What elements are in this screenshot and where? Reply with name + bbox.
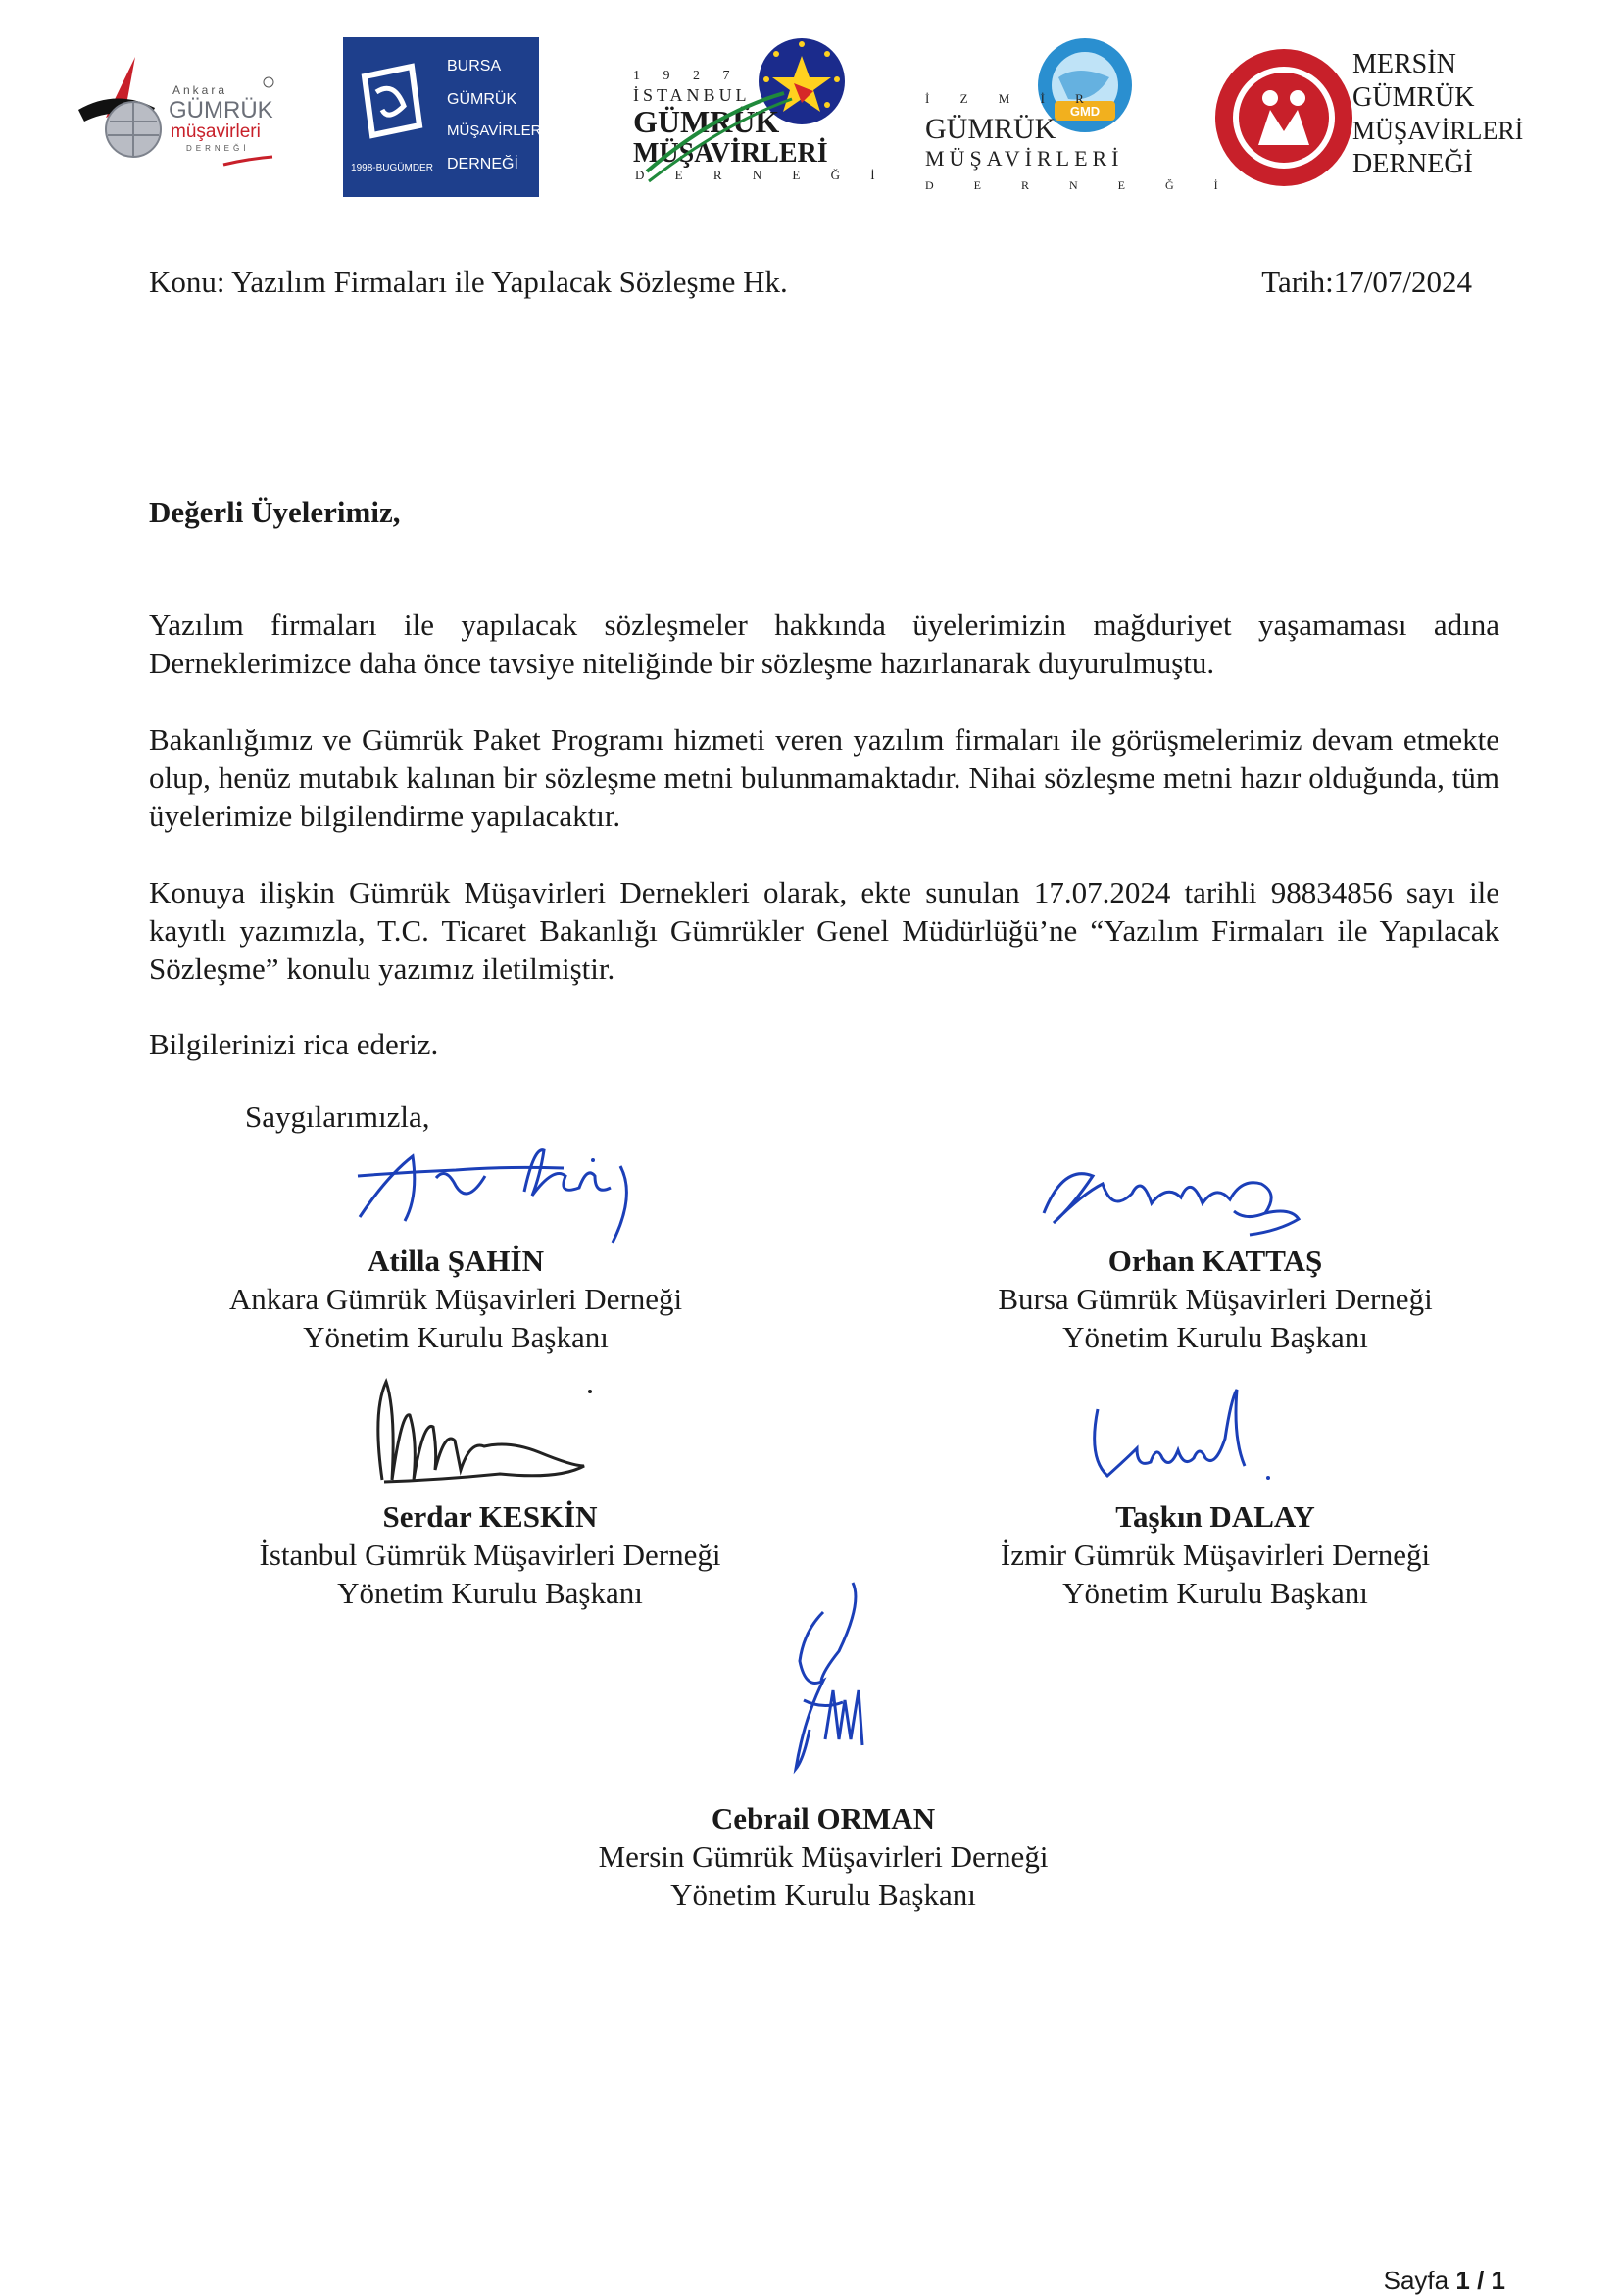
signatory-org: Ankara Gümrük Müşavirleri Derneği <box>228 1282 683 1316</box>
signatory-name: Cebrail ORMAN <box>711 1801 936 1835</box>
signatory-title: Yönetim Kurulu Başkanı <box>1062 1320 1368 1354</box>
signature-serdar-keskin <box>363 1372 598 1494</box>
signature-orhan-kattas <box>1034 1154 1318 1243</box>
izmir-logo-line: MÜŞAVİRLERİ <box>925 146 1124 171</box>
letter-salutation: Değerli Üyelerimiz, <box>149 495 401 529</box>
signatory-org: Mersin Gümrük Müşavirleri Derneği <box>598 1839 1049 1874</box>
signatory-name: Atilla ŞAHİN <box>368 1244 544 1278</box>
page-number-total: 1 <box>1491 2266 1505 2295</box>
page-number-separator: / <box>1477 2266 1485 2295</box>
signature-atilla-sahin <box>348 1137 652 1254</box>
signatory-block <box>946 1497 1485 1612</box>
izmir-logo-line: GÜMRÜK <box>925 113 1056 145</box>
istanbul-logo-line: 1 9 2 7 <box>633 69 740 83</box>
mersin-logo-line: GÜMRÜK <box>1352 82 1475 113</box>
page-number-label: Sayfa <box>1383 2266 1449 2295</box>
bursa-logo-founded: 1998-BUGÜMDER <box>351 163 433 173</box>
mersin-association-logo <box>1215 37 1524 199</box>
signatory-org: İstanbul Gümrük Müşavirleri Derneği <box>259 1538 721 1572</box>
signatory-block <box>186 1242 725 1356</box>
letter-paragraph: Bilgilerinizi rica ederiz. <box>149 1027 439 1061</box>
letter-closing: Saygılarımızla, <box>245 1099 430 1134</box>
bursa-logo-line: BURSA <box>447 58 502 74</box>
bursa-logo-line: MÜŞAVİRLERİ <box>447 122 546 139</box>
signatory-title: Yönetim Kurulu Başkanı <box>337 1576 643 1610</box>
signature-cebrail-orman <box>745 1573 902 1798</box>
istanbul-logo-line: D E R N E Ğ İ <box>635 168 889 182</box>
signatory-title: Yönetim Kurulu Başkanı <box>303 1320 609 1354</box>
mersin-logo-line: MERSİN <box>1352 49 1456 79</box>
signatory-name: Orhan KATTAŞ <box>1107 1244 1323 1278</box>
signatory-name: Taşkın DALAY <box>1115 1499 1315 1534</box>
signatory-org: Bursa Gümrük Müşavirleri Derneği <box>998 1282 1433 1316</box>
letter-paragraph: Bakanlığımız ve Gümrük Paket Programı hizmeti veren yazılım firmaları ile görüşmelerimiz devam etmekte olup, henüz mutabık kalınan bir sözleşme metni bulunmamaktadır. Nihai sözleşme metni hazır olduğunda, tüm üyelerimize bilgilendirme yapılacaktır. <box>149 722 1499 833</box>
page-number <box>1384 2266 1505 2296</box>
ankara-logo-line: GÜMRÜK <box>169 97 273 123</box>
page-number-current: 1 <box>1455 2266 1470 2295</box>
signatory-name: Serdar KESKİN <box>382 1499 598 1534</box>
izmir-logo-line: İ Z M İ R <box>925 91 1098 106</box>
ankara-logo-line: Ankara <box>172 83 228 97</box>
istanbul-association-logo <box>627 34 889 186</box>
signatory-block <box>216 1497 764 1612</box>
letter-date: Tarih:17/07/2024 <box>1261 265 1472 299</box>
mersin-logo-line: DERNEĞİ <box>1352 149 1473 179</box>
istanbul-logo-line: GÜMRÜK <box>633 104 780 139</box>
signatory-title: Yönetim Kurulu Başkanı <box>670 1878 976 1912</box>
letter-subject: Konu: Yazılım Firmaları ile Yapılacak Sözleşme Hk. <box>149 265 788 299</box>
signature-taskin-dalay <box>1068 1380 1284 1497</box>
signatory-org: İzmir Gümrük Müşavirleri Derneği <box>1000 1538 1431 1572</box>
bursa-association-logo <box>343 37 546 197</box>
signatory-block <box>946 1242 1485 1356</box>
bursa-logo-line: GÜMRÜK <box>447 91 517 108</box>
letter-paragraph: Yazılım firmaları ile yapılacak sözleşmeler hakkında üyelerimizin mağduriyet yaşamaması adına Derneklerimizce daha önce tavsiye niteliğinde bir sözleşme hazırlanarak duyurulmuştu. <box>149 608 1499 680</box>
signatory-block <box>549 1799 1098 1914</box>
bursa-logo-line: DERNEĞİ <box>447 156 518 172</box>
istanbul-logo-line: İSTANBUL <box>633 85 751 105</box>
izmir-association-logo <box>921 34 1237 196</box>
letter-paragraph: Konuya ilişkin Gümrük Müşavirleri Dernekleri olarak, ekte sunulan 17.07.2024 tarihli 98834856 sayı ile kayıtlı yazımızla, T.C. Ticaret Bakanlığı Gümrükler Genel Müdürlüğü’ne “Yazılım Firmaları ile Yapılacak Sözleşme” konulu yazımız iletilmiştir. <box>149 875 1499 986</box>
signatory-title: Yönetim Kurulu Başkanı <box>1062 1576 1368 1610</box>
ankara-logo-line: müşavirleri <box>171 122 261 142</box>
mersin-logo-line: MÜŞAVİRLERİ <box>1352 117 1524 145</box>
izmir-logo-badge: GMD <box>1069 104 1101 119</box>
ankara-association-logo <box>76 49 287 176</box>
istanbul-logo-line: MÜŞAVİRLERİ <box>633 138 828 169</box>
izmir-logo-line: D E R N E Ğ İ <box>925 178 1237 192</box>
ankara-logo-line: DERNEĞİ <box>186 144 250 153</box>
